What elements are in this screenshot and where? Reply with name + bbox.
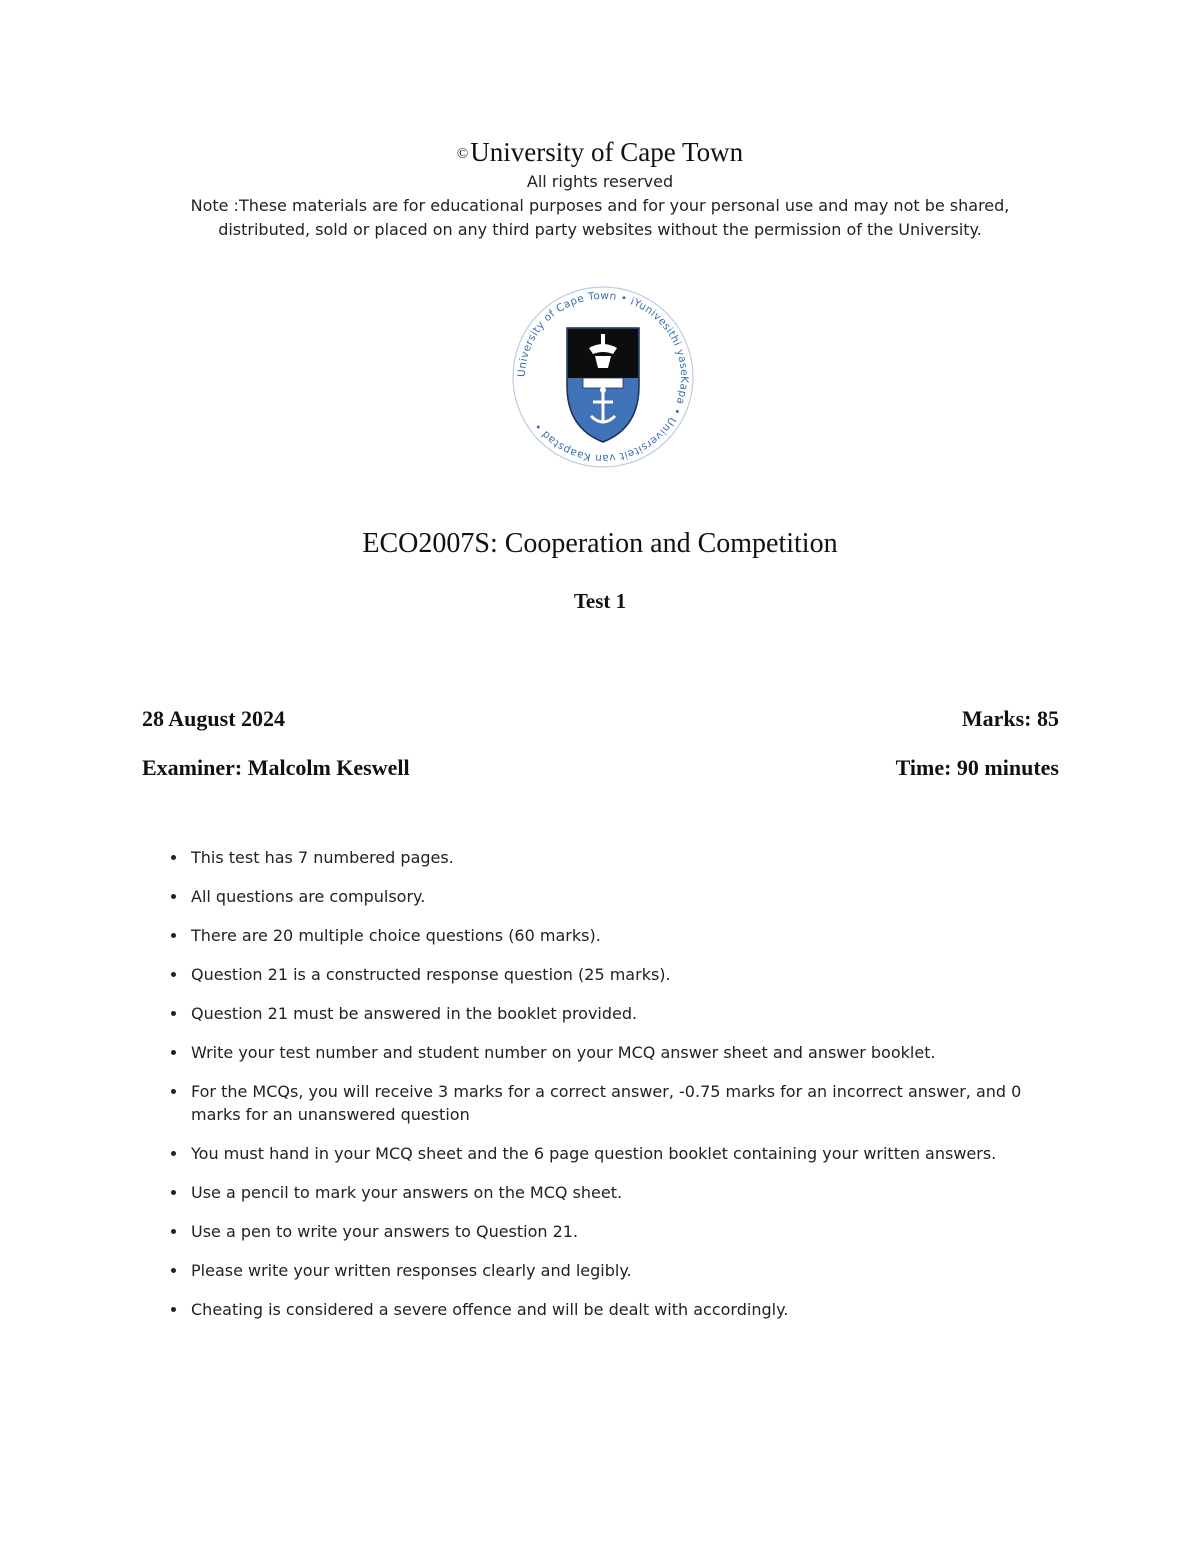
instruction-text: You must hand in your MCQ sheet and the 6 page question booklet containing your written answers. <box>191 1144 997 1163</box>
instruction-text: Question 21 must be answered in the booklet provided. <box>191 1004 638 1023</box>
bullet-icon <box>171 1268 176 1273</box>
university-seal <box>505 282 701 472</box>
shield-icon <box>567 328 639 442</box>
seal-ring-text: University of Cape Town • iYunivesithi yaseKapa • Universiteit van Kaapstad • <box>515 289 691 465</box>
instruction-text: For the MCQs, you will receive 3 marks for a correct answer, -0.75 marks for an incorrect answer, and 0 marks for an unanswered question <box>191 1082 1022 1124</box>
list-item <box>170 1002 1070 1025</box>
bullet-icon <box>171 933 176 938</box>
list-item <box>170 885 1070 908</box>
instruction-text: There are 20 multiple choice questions (60 marks). <box>191 926 601 945</box>
copyright-header <box>0 136 1200 242</box>
institution-name: University of Cape Town <box>470 137 744 167</box>
list-item <box>170 1259 1070 1282</box>
instruction-text: Cheating is considered a severe offence and will be dealt with accordingly. <box>191 1300 789 1319</box>
list-item <box>170 1298 1070 1321</box>
test-name: Test 1 <box>573 589 627 613</box>
bullet-icon <box>171 855 176 860</box>
copyright-title <box>0 136 1200 170</box>
bullet-icon <box>171 1050 176 1055</box>
list-item <box>170 846 1070 869</box>
instruction-text: Write your test number and student number on your MCQ answer sheet and answer booklet. <box>191 1043 936 1062</box>
instruction-text: Use a pen to write your answers to Question 21. <box>191 1222 579 1241</box>
bullet-icon <box>171 1307 176 1312</box>
copyright-symbol: © <box>456 146 469 162</box>
examiner: Examiner: Malcolm Keswell <box>142 755 410 780</box>
instruction-text: Please write your written responses clearly and legibly. <box>191 1261 632 1280</box>
list-item <box>170 1080 1070 1126</box>
list-item <box>170 1181 1070 1204</box>
instruction-text: Use a pencil to mark your answers on the MCQ sheet. <box>191 1183 623 1202</box>
bullet-icon <box>171 1229 176 1234</box>
exam-date: 28 August 2024 <box>142 706 286 731</box>
list-item <box>170 963 1070 986</box>
instruction-list <box>170 846 1070 1337</box>
bullet-icon <box>171 894 176 899</box>
list-item <box>170 1220 1070 1243</box>
usage-note: Note :These materials are for educational purposes and for your personal use and may not be shared, distributed, sold or placed on any third party websites without the permission of the University. <box>190 196 1010 239</box>
list-item <box>170 1142 1070 1165</box>
bullet-icon <box>171 1151 176 1156</box>
bullet-icon <box>171 1011 176 1016</box>
course-title: ECO2007S: Cooperation and Competition <box>362 528 838 559</box>
instruction-text: This test has 7 numbered pages. <box>191 848 454 867</box>
exam-time: Time: 90 minutes <box>895 755 1059 780</box>
list-item <box>170 1041 1070 1064</box>
bullet-icon <box>171 1089 176 1094</box>
exam-marks: Marks: 85 <box>961 706 1059 731</box>
bullet-icon <box>171 972 176 977</box>
bullet-icon <box>171 1190 176 1195</box>
instruction-text: Question 21 is a constructed response question (25 marks). <box>191 965 671 984</box>
rights-reserved: All rights reserved <box>526 172 674 191</box>
instruction-text: All questions are compulsory. <box>191 887 426 906</box>
list-item <box>170 924 1070 947</box>
